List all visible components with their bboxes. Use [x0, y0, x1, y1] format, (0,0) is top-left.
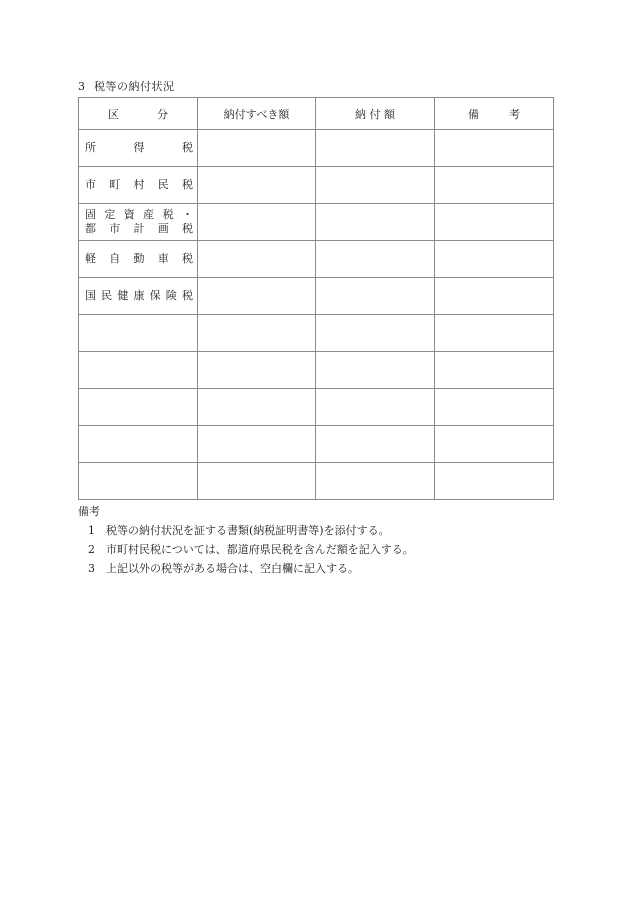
note-text: 上記以外の税等がある場合は、空白欄に記入する。 [106, 562, 359, 575]
remarks-cell[interactable] [435, 241, 554, 278]
category-cell [79, 241, 198, 278]
note-number: 3 [88, 562, 95, 575]
table-row [79, 389, 554, 426]
remarks-cell[interactable] [435, 426, 554, 463]
remarks-cell[interactable] [435, 389, 554, 426]
category-label-line: 所 得 税 [85, 141, 193, 154]
section-number: 3 [78, 80, 86, 93]
category-label-line: 軽 自 動 車 税 [85, 252, 193, 265]
note-item [78, 523, 414, 539]
amount-paid-cell[interactable] [316, 278, 435, 315]
amount-paid-cell[interactable] [316, 315, 435, 352]
table-row [79, 463, 554, 500]
amount-paid-cell[interactable] [316, 389, 435, 426]
amount-due-cell[interactable] [198, 463, 316, 500]
table-row [79, 130, 554, 167]
amount-paid-cell[interactable] [316, 426, 435, 463]
category-label-line: 固 定 資 産 税 ・ [85, 208, 193, 221]
category-cell [79, 352, 198, 389]
note-number: 1 [88, 524, 95, 537]
amount-due-cell[interactable] [198, 204, 316, 241]
amount-paid-cell[interactable] [316, 352, 435, 389]
note-text: 税等の納付状況を証する書類(納税証明書等)を添付する。 [106, 524, 390, 537]
table-row [79, 315, 554, 352]
category-cell [79, 315, 198, 352]
category-cell [79, 167, 198, 204]
tax-payment-table [78, 97, 554, 500]
amount-due-cell[interactable] [198, 426, 316, 463]
amount-due-cell[interactable] [198, 241, 316, 278]
category-cell [79, 463, 198, 500]
section-title [78, 80, 175, 94]
amount-paid-cell[interactable] [316, 167, 435, 204]
category-cell [79, 278, 198, 315]
amount-due-cell[interactable] [198, 352, 316, 389]
table-row [79, 167, 554, 204]
category-label-line: 市 町 村 民 税 [85, 178, 193, 191]
table-header-row [79, 98, 554, 130]
note-item [78, 542, 414, 558]
category-cell [79, 389, 198, 426]
note-number: 2 [88, 543, 95, 556]
notes-section [78, 504, 414, 577]
category-label-line: 都 市 計 画 税 [85, 222, 193, 235]
note-item [78, 561, 414, 577]
notes-label: 備考 [78, 505, 100, 518]
category-cell [79, 130, 198, 167]
remarks-cell[interactable] [435, 278, 554, 315]
amount-paid-cell[interactable] [316, 241, 435, 278]
section-title-text: 税等の納付状況 [94, 80, 175, 93]
header-remarks: 備 考 [435, 98, 554, 130]
remarks-cell[interactable] [435, 352, 554, 389]
note-text: 市町村民税については、都道府県民税を含んだ額を記入する。 [106, 543, 414, 556]
remarks-cell[interactable] [435, 463, 554, 500]
category-cell [79, 426, 198, 463]
category-label-line: 国 民 健 康 保 険 税 [85, 289, 193, 302]
amount-due-cell[interactable] [198, 167, 316, 204]
amount-due-cell[interactable] [198, 278, 316, 315]
amount-due-cell[interactable] [198, 315, 316, 352]
amount-due-cell[interactable] [198, 130, 316, 167]
amount-paid-cell[interactable] [316, 130, 435, 167]
amount-due-cell[interactable] [198, 389, 316, 426]
remarks-cell[interactable] [435, 204, 554, 241]
header-category: 区 分 [79, 98, 198, 130]
remarks-cell[interactable] [435, 167, 554, 204]
remarks-cell[interactable] [435, 315, 554, 352]
remarks-cell[interactable] [435, 130, 554, 167]
table-row [79, 352, 554, 389]
amount-paid-cell[interactable] [316, 463, 435, 500]
table-row [79, 204, 554, 241]
header-amount-paid: 納 付 額 [316, 98, 435, 130]
amount-paid-cell[interactable] [316, 204, 435, 241]
table-row [79, 426, 554, 463]
category-cell [79, 204, 198, 241]
header-amount-due: 納付すべき額 [198, 98, 316, 130]
table-row [79, 278, 554, 315]
table-row [79, 241, 554, 278]
